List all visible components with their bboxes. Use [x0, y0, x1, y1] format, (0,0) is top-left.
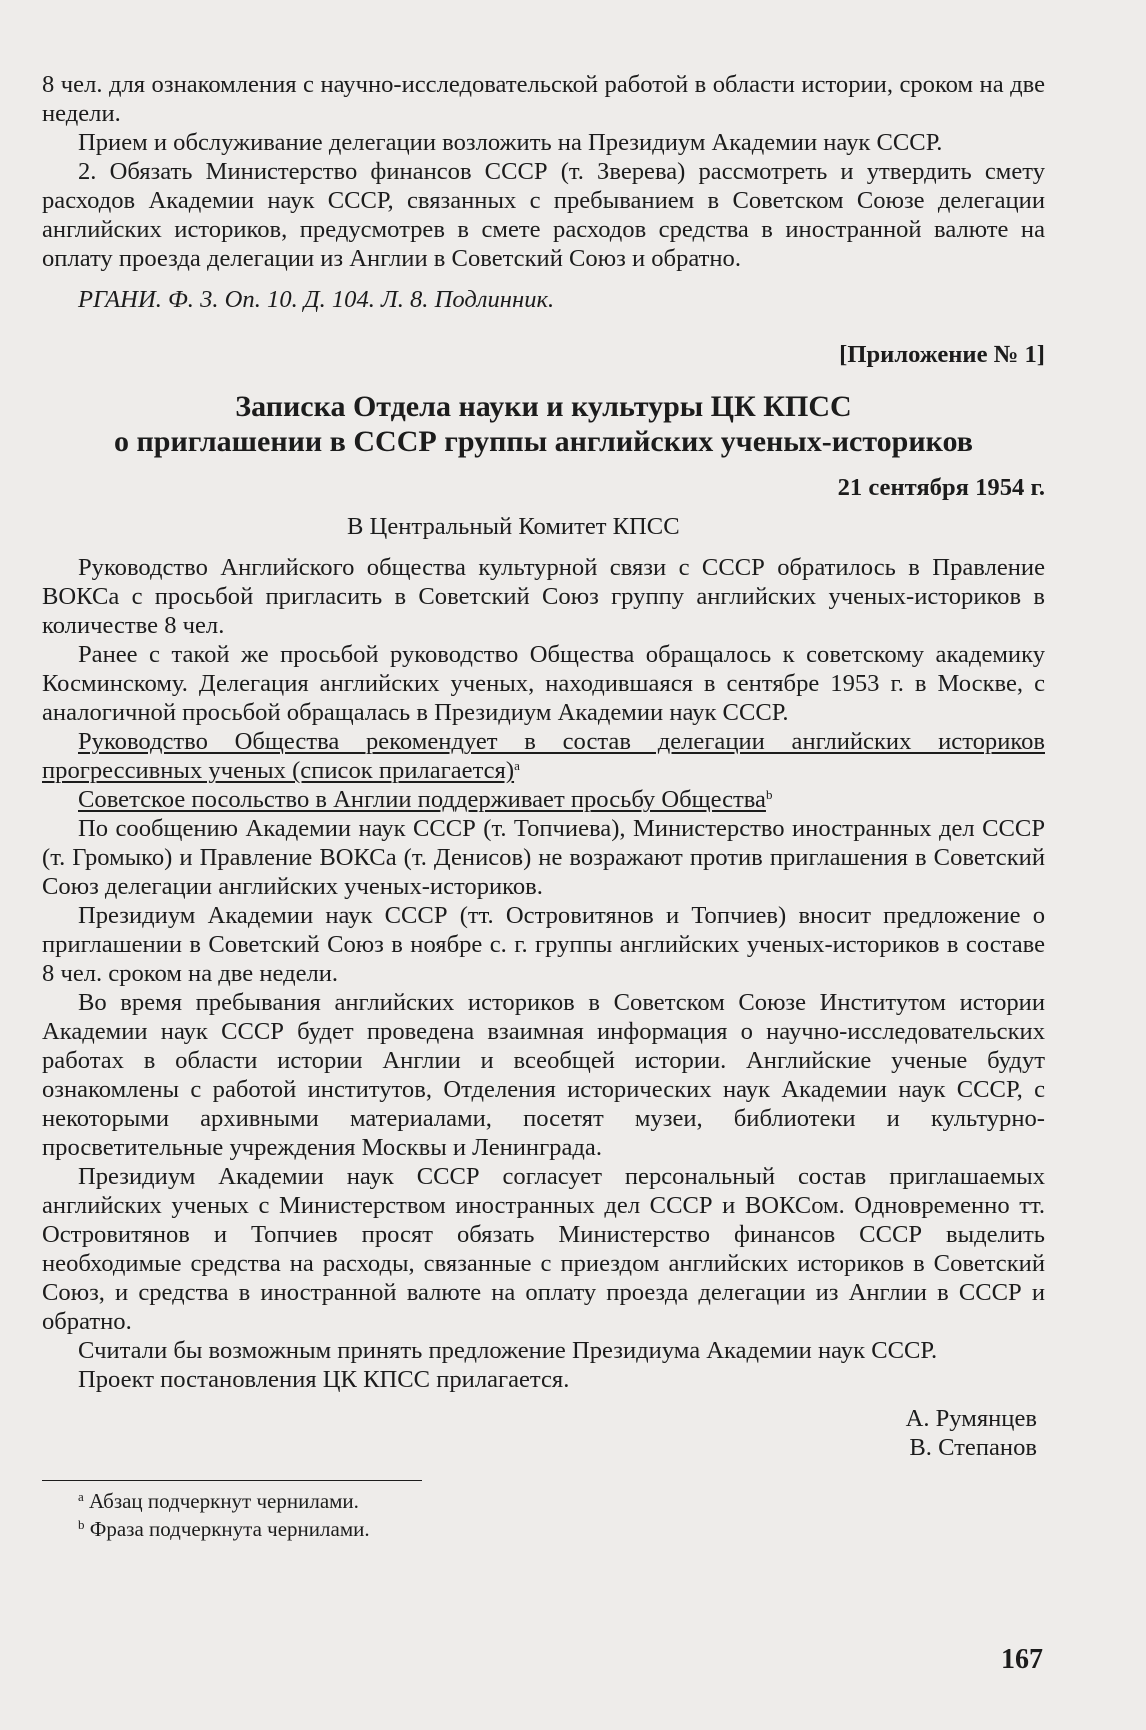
paragraph: 8 чел. для ознакомления с научно-исследовательской работой в области истории, сроком на две недели. — [42, 71, 1045, 127]
underlined-sentence — [42, 785, 1045, 814]
document-title — [42, 389, 1045, 459]
footnote-mark-a: a — [514, 758, 520, 773]
footnote — [42, 1487, 1045, 1515]
paragraph: Президиум Академии наук СССР (тт. Островитянов и Топчиев) вносит предложение о приглашении в Советский Союз в ноябре с. г. группы английских ученых-историков в составе 8 чел. сроком на две недели. — [42, 902, 1045, 987]
document-date: 21 сентября 1954 г. — [837, 474, 1045, 501]
paragraph: Проект постановления ЦК КПСС прилагается. — [78, 1366, 570, 1393]
underlined-text: Руководство Общества рекомендует в состав делегации английских историков прогрессивных ученых (список прилагается) — [42, 728, 1045, 784]
footnote-text: Абзац подчеркнут чернилами. — [89, 1489, 359, 1513]
paragraph: Руководство Английского общества культурной связи с СССР обратилось в Правление ВОКСа с просьбой пригласить в Советский Союз группу английских ученых-историков в количестве 8 чел. — [42, 554, 1045, 639]
footnote-mark: b — [78, 1517, 85, 1532]
footnotes — [42, 1480, 1045, 1543]
paragraph: 2. Обязать Министерство финансов СССР (т. Зверева) рассмотреть и утвердить смету расходов Академии наук СССР, связанных с пребыванием в Советском Союзе делегации английских историков, предусмотрев в смете расходов средства в иностранной валюте на оплату проезда делегации из Англии в Советский Союз и обратно. — [42, 158, 1045, 272]
page-text — [42, 70, 1045, 1543]
underlined-paragraph — [42, 727, 1045, 785]
paragraph: Во время пребывания английских историков в Советском Союзе Институтом истории Академии наук СССР будет проведена взаимная информация о научно-исследовательских работах в области истории Англии и всеобщей истории. Английские ученые будут ознакомлены с работой институтов, Отделения исторических наук Академии наук СССР, с некоторыми архивными материалами, посетят музеи, библиотеки и культурно-просветительные учреждения Москвы и Ленинграда. — [42, 989, 1045, 1161]
page-number: 167 — [1001, 1644, 1043, 1675]
underlined-text: Советское посольство в Англии поддерживает просьбу Общества — [78, 786, 766, 813]
title-line-1: Записка Отдела науки и культуры ЦК КПСС — [235, 390, 852, 423]
paragraph: Ранее с такой же просьбой руководство Общества обращалось к советскому академику Косминскому. Делегация английских ученых, находившаяся в сентябре 1953 г. в Москве, с аналогичной просьбой обращалась в Президиум Академии наук СССР. — [42, 641, 1045, 726]
signature-stepanov: В. Степанов — [909, 1434, 1037, 1461]
paragraph: По сообщению Академии наук СССР (т. Топчиева), Министерство иностранных дел СССР (т. Громыко) и Правление ВОКСа (т. Денисов) не возражают против приглашения в Советский Союз делегации английских ученых-историков. — [42, 815, 1045, 900]
addressee: В Центральный Комитет КПСС — [347, 513, 680, 540]
paragraph: Президиум Академии наук СССР согласует персональный состав приглашаемых английских ученых с Министерством иностранных дел СССР и ВОКСом. Одновременно тт. Островитянов и Топчиев просят обязать Министерство финансов СССР выделить необходимые средства на расходы, связанные с приездом английских историков в Советский Союз, и средства в иностранной валюте на оплату проезда делегации из Англии в СССР и обратно. — [42, 1163, 1045, 1335]
footnote-text: Фраза подчеркнута чернилами. — [89, 1517, 370, 1541]
footnote-mark-b: b — [765, 787, 773, 802]
paragraph: Прием и обслуживание делегации возложить на Президиум Академии наук СССР. — [78, 129, 943, 156]
paragraph: Считали бы возможным принять предложение Президиума Академии наук СССР. — [78, 1337, 938, 1364]
footnote-mark: a — [78, 1489, 84, 1504]
appendix-label: [Приложение № 1] — [839, 341, 1045, 368]
archive-source: РГАНИ. Ф. 3. Оп. 10. Д. 104. Л. 8. Подлинник. — [78, 286, 555, 313]
footnote-divider — [42, 1480, 422, 1481]
title-line-2: о приглашении в СССР группы английских ученых-историков — [114, 425, 973, 458]
footnote — [42, 1515, 1045, 1543]
signature-rumyantsev: А. Румянцев — [905, 1405, 1037, 1432]
